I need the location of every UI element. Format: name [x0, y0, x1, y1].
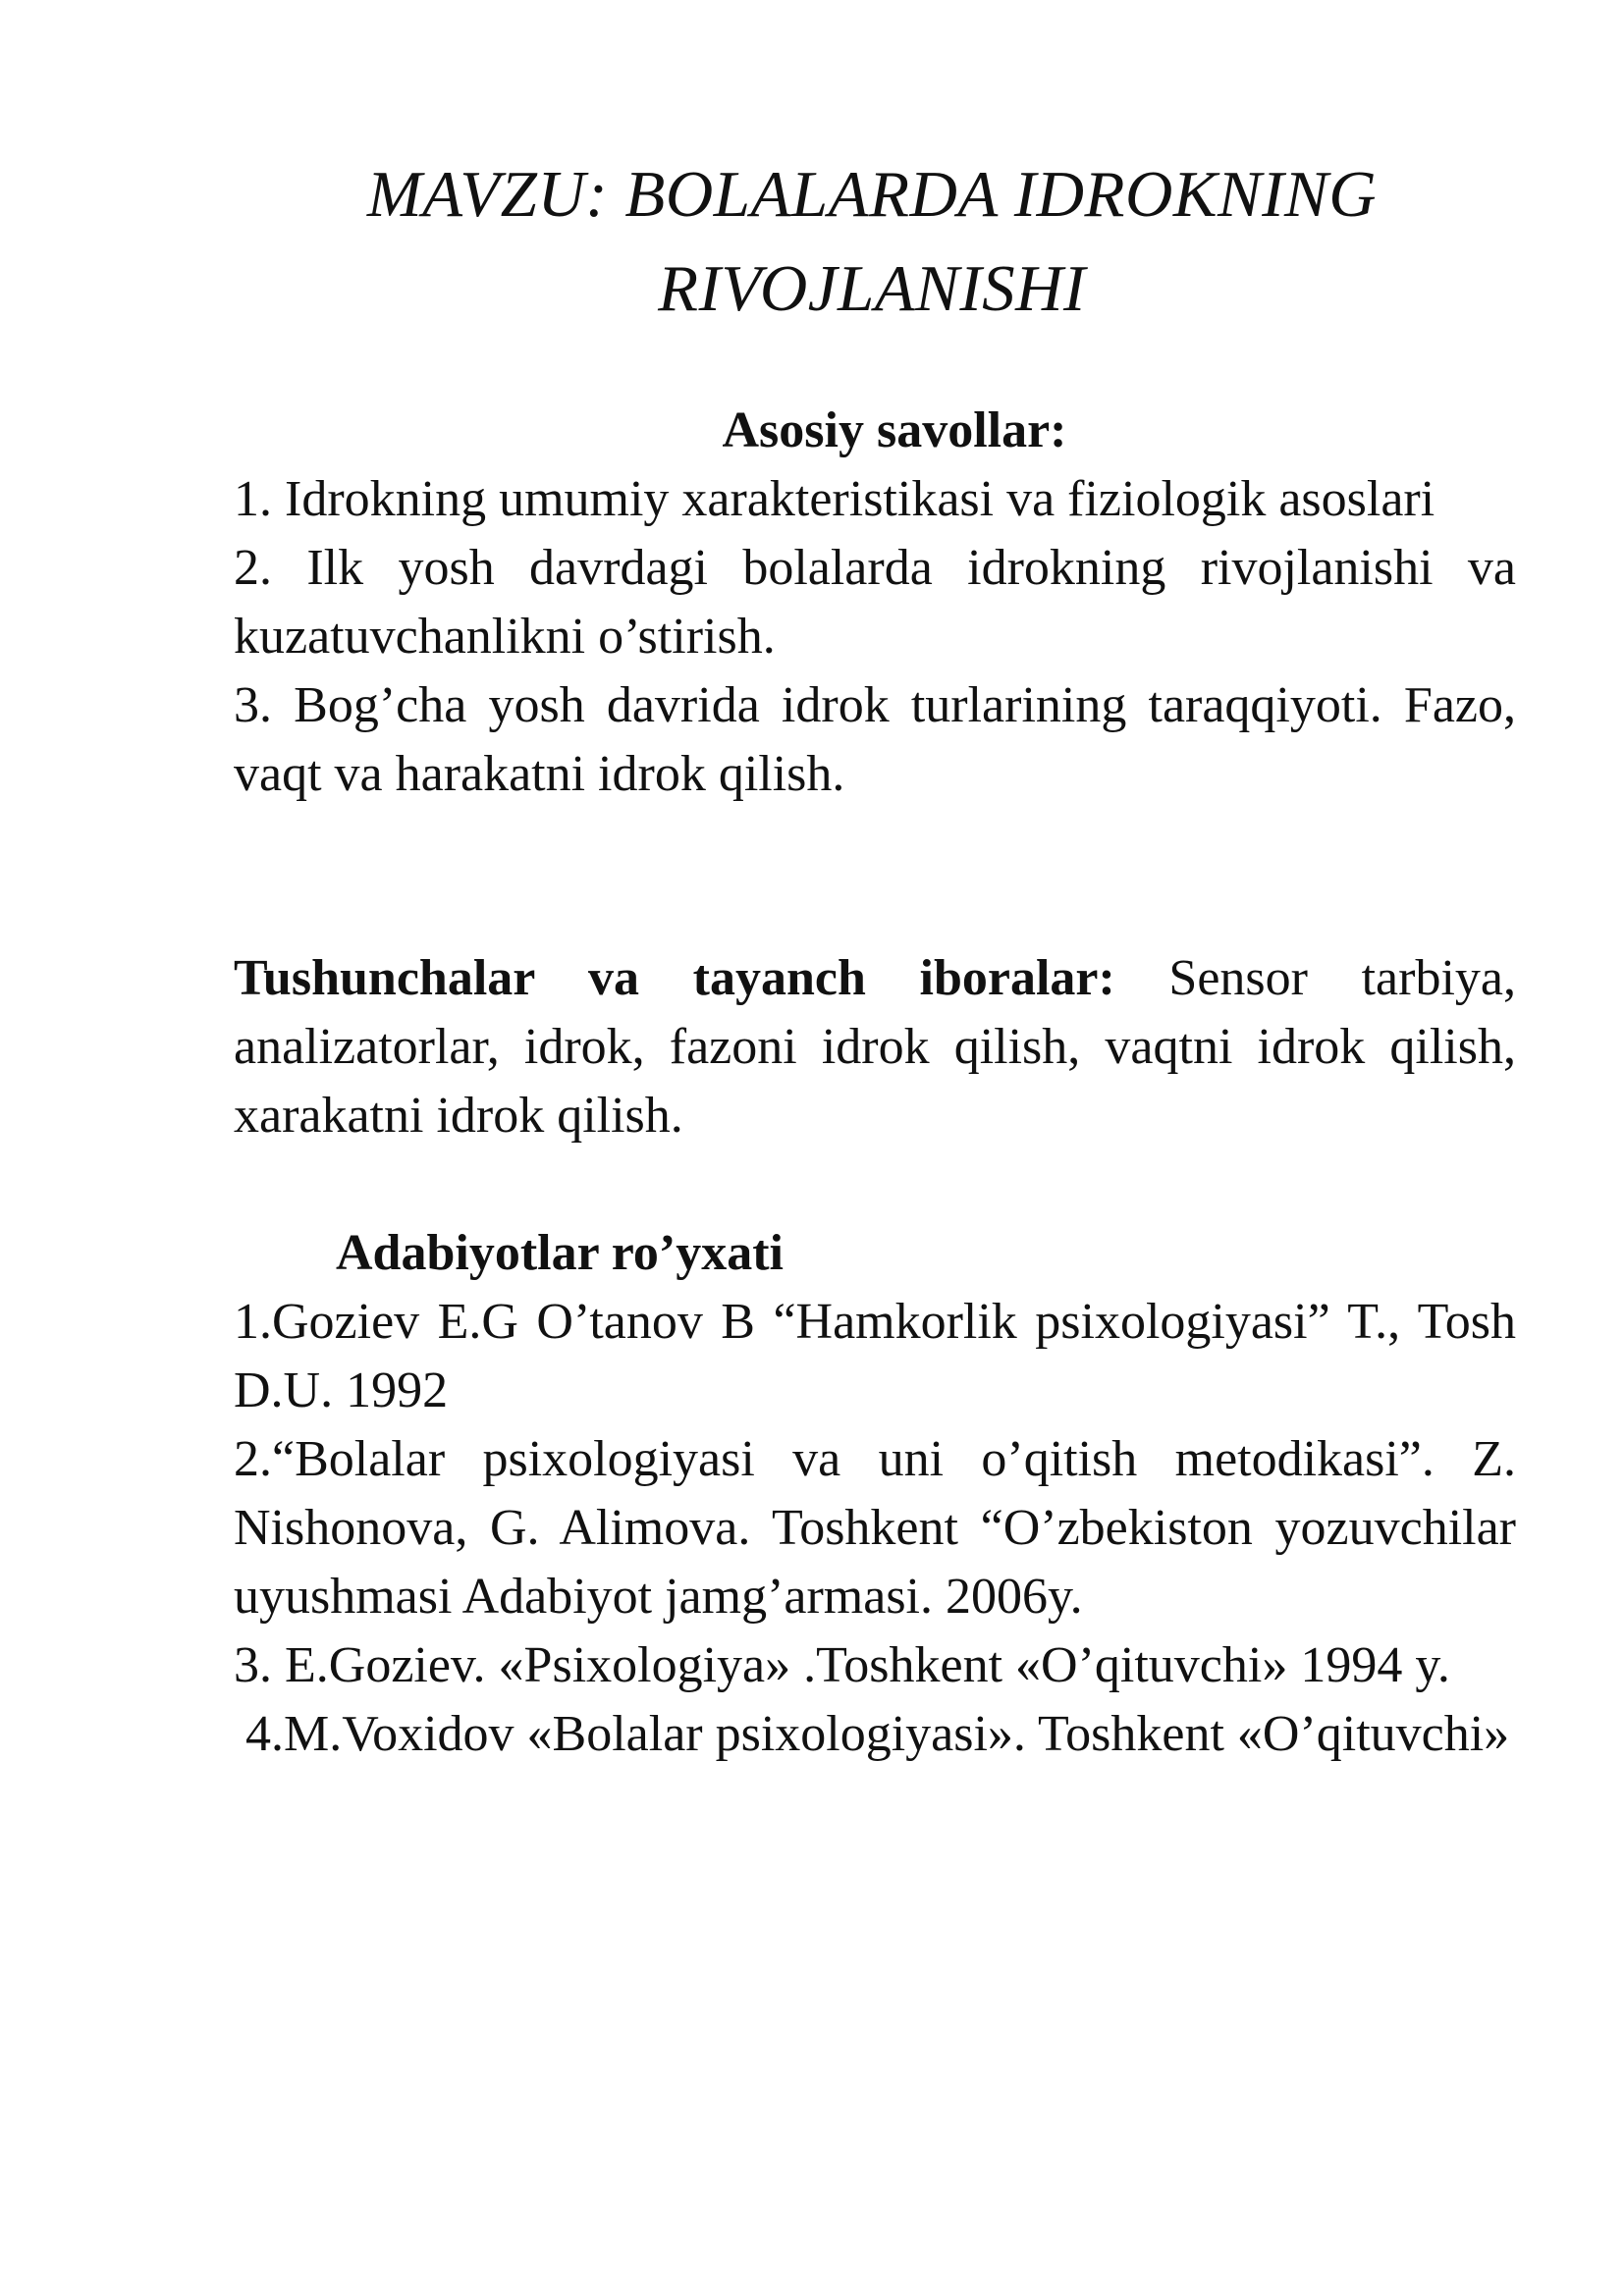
title-line-1: MAVZU: BOLALARDA IDROKNING	[366, 158, 1378, 231]
section-spacer	[234, 809, 1516, 944]
literature-item-1: 1.Goziev E.G O’tanov B “Hamkorlik psixologiyasi” T., Tosh D.U. 1992	[234, 1294, 1516, 1418]
page-title	[234, 147, 1510, 336]
keywords-paragraph	[234, 944, 1516, 1150]
literature-section	[234, 1219, 1516, 1769]
document-body	[234, 397, 1516, 1769]
literature-item-3: 3. E.Goziev. «Psixologiya» .Toshkent «O’qituvchi» 1994 y.	[234, 1637, 1450, 1693]
keywords-label: Tushunchalar va tayanch iboralar:	[234, 950, 1115, 1006]
questions-section	[234, 397, 1516, 809]
question-item-2: 2. Ilk yosh davrdagi bolalarda idrokning rivojlanishi va kuzatuvchanlikni o’stirish.	[234, 540, 1516, 665]
title-line-2: RIVOJLANISHI	[658, 252, 1086, 325]
section-spacer	[234, 1150, 1516, 1219]
keywords-text: Sensor tarbiya, analizatorlar, idrok, fazoni idrok qilish, vaqtni idrok qilish, xarakatni idrok qilish.	[234, 950, 1516, 1144]
literature-heading: Adabiyotlar ro’yxati	[336, 1225, 784, 1281]
question-item-1: 1. Idrokning umumiy xarakteristikasi va fiziologik asoslari	[234, 471, 1435, 527]
questions-heading: Asosiy savollar:	[722, 402, 1067, 458]
question-item-3: 3. Bog’cha yosh davrida idrok turlarining taraqqiyoti. Fazo, vaqt va harakatni idrok qilish.	[234, 677, 1516, 802]
literature-item-4: 4.M.Voxidov «Bolalar psixologiyasi». Toshkent «O’qituvchi»	[245, 1706, 1510, 1762]
literature-item-2: 2.“Bolalar psixologiyasi va uni o’qitish metodikasi”. Z. Nishonova, G. Alimova. Toshkent “O’zbekiston yozuvchilar uyushmasi Adabiyot jamg’armasi. 2006y.	[234, 1431, 1516, 1625]
keywords-section	[234, 944, 1516, 1150]
